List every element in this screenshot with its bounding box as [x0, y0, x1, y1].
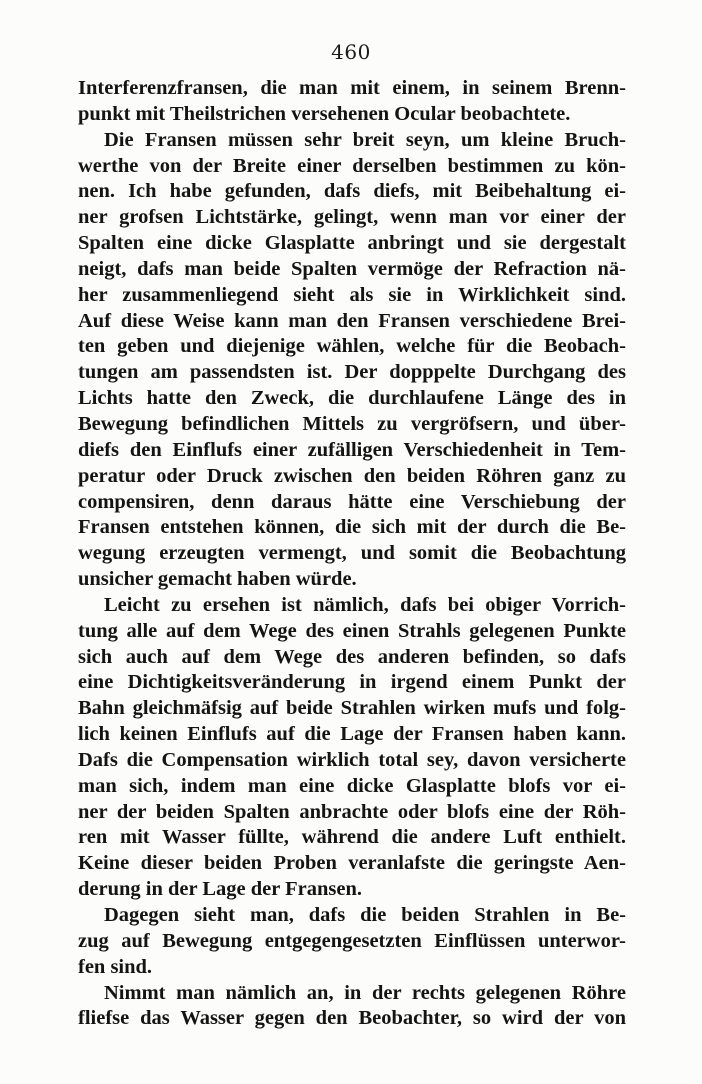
paragraph	[78, 128, 626, 593]
text-line: Bewegung befindlichen Mittels zu vergröfsern, und über-	[78, 412, 626, 435]
text-line: unsicher gemacht haben würde.	[78, 568, 357, 591]
text-line: fen sind.	[78, 955, 153, 978]
text-line: Dagegen sieht man, dafs die beiden Strahlen in Be-	[104, 904, 626, 926]
text-line: sich auch auf dem Wege des anderen befinden, so dafs	[78, 645, 626, 668]
text-line: tung alle auf dem Wege des einen Strahls gelegenen Punkte	[78, 619, 626, 642]
text-line: Interferenzfransen, die man mit einem, in seinem Brenn-	[78, 77, 626, 99]
text-line: Bahn gleichmäfsig auf beide Strahlen wirken mufs und folg-	[78, 697, 626, 720]
text-line: her zusammenliegend sieht als sie in Wirklichkeit sind.	[78, 283, 626, 306]
text-line: derung in der Lage der Fransen.	[78, 878, 362, 901]
body-text	[78, 76, 626, 1032]
text-line: punkt mit Theilstrichen versehenen Ocular beobachtete.	[78, 102, 571, 125]
paragraph	[78, 903, 626, 981]
page-number: 460	[331, 40, 371, 64]
text-line: Leicht zu ersehen ist nämlich, dafs bei obiger Vorrich-	[104, 593, 626, 616]
text-line: ner der beiden Spalten anbrachte oder blofs eine der Röh-	[78, 800, 626, 823]
text-line: ten geben und diejenige wählen, welche für die Beobach-	[78, 335, 626, 358]
paragraph	[78, 593, 626, 903]
text-line: Lichts hatte den Zweck, die durchlaufene Länge des in	[78, 387, 626, 410]
text-line: Keine dieser beiden Proben veranlafste die geringste Aen-	[78, 852, 626, 875]
text-line: man sich, indem man eine dicke Glasplatte blofs vor ei-	[78, 774, 626, 797]
text-line: nen. Ich habe gefunden, dafs diefs, mit Beibehaltung ei-	[78, 180, 626, 203]
text-line: neigt, dafs man beide Spalten vermöge der Refraction nä-	[78, 257, 626, 280]
text-line: Auf diese Weise kann man den Fransen verschiedene Brei-	[78, 309, 626, 332]
text-line: Die Fransen müssen sehr breit seyn, um kleine Bruch-	[104, 128, 626, 151]
text-line: Nimmt man nämlich an, in der rechts gelegenen Röhre	[104, 981, 626, 1004]
paragraph	[78, 76, 626, 128]
text-line: zug auf Bewegung entgegengesetzten Einflüssen unterwor-	[78, 929, 626, 952]
text-line: Dafs die Compensation wirklich total sey, davon versicherte	[78, 748, 626, 771]
text-line: ren mit Wasser füllte, während die andere Luft enthielt.	[78, 826, 626, 849]
text-line: fliefse das Wasser gegen den Beobachter, so wird der von	[78, 1007, 626, 1030]
text-line: diefs den Einflufs einer zufälligen Verschiedenheit in Tem-	[78, 438, 626, 461]
text-line: tungen am passendsten ist. Der dopppelte Durchgang des	[78, 361, 626, 384]
text-line: Fransen entstehen können, die sich mit der durch die Be-	[78, 516, 626, 539]
text-line: peratur oder Druck zwischen den beiden Röhren ganz zu	[78, 464, 626, 487]
paragraph	[78, 981, 626, 1033]
text-line: lich keinen Einflufs auf die Lage der Fransen haben kann.	[78, 723, 626, 746]
text-line: eine Dichtigkeitsveränderung in irgend einem Punkt der	[78, 671, 626, 694]
text-line: wegung erzeugten vermengt, und somit die Beobachtung	[78, 542, 626, 565]
text-line: ner grofsen Lichtstärke, gelingt, wenn man vor einer der	[78, 206, 626, 229]
text-line: compensiren, denn daraus hätte eine Verschiebung der	[78, 490, 626, 513]
text-line: werthe von der Breite einer derselben bestimmen zu kön-	[78, 154, 626, 177]
text-line: Spalten eine dicke Glasplatte anbringt und sie dergestalt	[78, 232, 626, 255]
